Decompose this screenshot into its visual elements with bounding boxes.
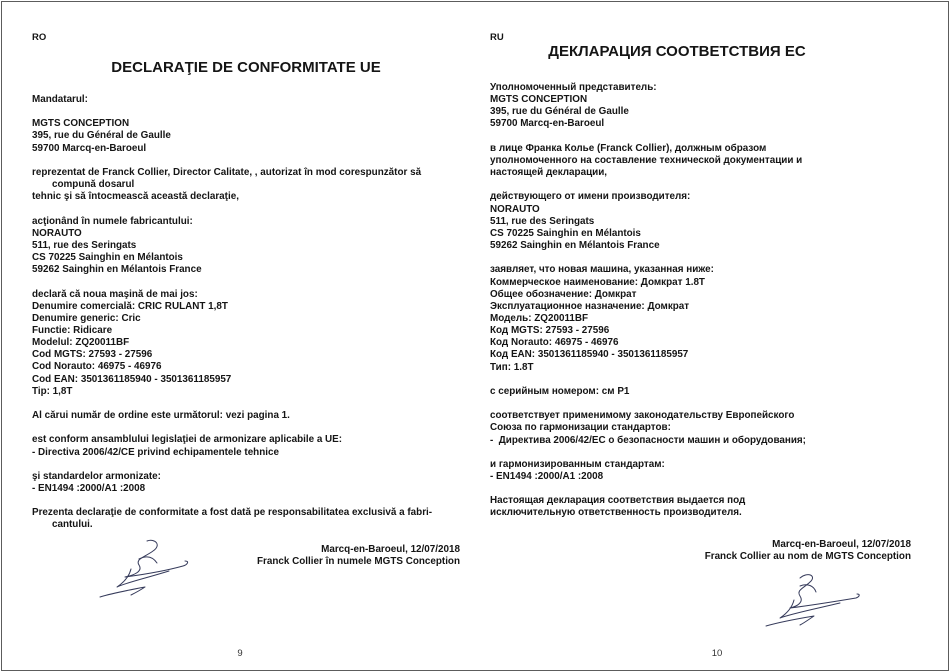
legislation-statement-line: est conform ansamblului legislaţiei de armonizare aplicabile a UE:: [32, 434, 343, 446]
machine-detail-line: Denumire comercială: CRIC RULANT 1,8T: [32, 300, 228, 312]
representative-address-line: 395, rue du Général de Gaulle: [490, 106, 629, 118]
manufacturer-address-line: 59262 Sainghin en Mélantois France: [490, 240, 660, 252]
signoff-block: [257, 544, 460, 568]
machine-block: [32, 289, 460, 398]
language-code: RU: [490, 32, 504, 43]
machine-block: [490, 264, 911, 373]
standards-block: [32, 471, 460, 495]
manufacturer-name: NORAUTO: [490, 203, 540, 215]
representative-address-line: 59700 Marcq-en-Baroeul: [32, 142, 147, 154]
machine-detail-line: Код Norauto: 46975 - 46976: [490, 337, 619, 349]
manufacturer-label: действующего от имени производителя:: [490, 191, 691, 203]
machine-intro: заявляет, что новая машина, указанная ниже:: [490, 264, 714, 276]
standard-item: - EN1494 :2000/A1 :2008: [490, 471, 604, 482]
authorization-line: в лице Франка Колье (Franck Collier), должным образом: [490, 142, 767, 154]
signature: [95, 535, 195, 601]
page-ru: [475, 0, 950, 672]
declaration-body: [32, 94, 460, 532]
declaration-body: [490, 82, 911, 520]
language-code: RO: [32, 32, 47, 43]
signature: [760, 568, 864, 630]
signoff-block: [705, 539, 911, 563]
responsibility-block: [32, 507, 460, 531]
machine-detail-line: Модель: ZQ20011BF: [490, 312, 589, 324]
responsibility-statement-line: cantului.: [52, 519, 93, 531]
machine-detail-line: Эксплуатационное назначение: Домкрат: [490, 300, 690, 312]
manufacturer-block: [490, 191, 911, 252]
machine-detail-line: Cod Norauto: 46975 - 46976: [32, 361, 162, 373]
legislation-statement-line: соответствует применимому законодательству Европейского: [490, 410, 795, 422]
directive-item: - Директива 2006/42/EC о безопасности машин и оборудования;: [490, 434, 806, 446]
machine-detail-line: Тип: 1.8T: [490, 361, 534, 373]
page-number: 9: [237, 648, 243, 659]
authorization-line: tehnic şi să întocmească această declaraţie,: [32, 191, 239, 203]
machine-detail-line: Modelul: ZQ20011BF: [32, 337, 130, 349]
manufacturer-address-line: CS 70225 Sainghin en Mélantois: [32, 252, 183, 264]
responsibility-statement-line: Настоящая декларация соответствия выдается под: [490, 495, 746, 507]
representative-label: Уполномоченный представитель:: [490, 82, 657, 93]
standards-intro: şi standardelor armonizate:: [32, 470, 161, 482]
legislation-statement-line: Союза по гармонизации стандартов:: [490, 422, 671, 434]
representative-label: Mandatarul:: [32, 94, 88, 105]
representative-block: [32, 118, 460, 154]
serial-number-statement: с серийным номером: см Р1: [490, 385, 630, 397]
standards-block: [490, 459, 911, 483]
manufacturer-address-line: 511, rue des Seringats: [490, 215, 595, 227]
serial-number-statement: Al cărui număr de ordine este următorul: vezi pagina 1.: [32, 410, 290, 422]
manufacturer-block: [32, 216, 460, 277]
responsibility-block: [490, 495, 911, 519]
authorization-line: настоящей декларации,: [490, 167, 608, 179]
signatory-name: Franck Collier au nom de MGTS Conception: [704, 551, 911, 563]
machine-detail-line: Denumire generic: Cric: [32, 312, 141, 324]
serial-block: [490, 386, 911, 398]
manufacturer-address-line: CS 70225 Sainghin en Mélantois: [490, 227, 641, 239]
authorization-statement: [490, 143, 911, 179]
machine-detail-line: Код EAN: 3501361185940 - 3501361185957: [490, 349, 689, 361]
serial-block: [32, 410, 460, 422]
representative-label-group: [32, 94, 460, 106]
directive-item: - Directiva 2006/42/CE privind echipamentele tehnice: [32, 446, 279, 458]
representative-company-name: MGTS CONCEPTION: [490, 94, 588, 106]
machine-detail-line: Functie: Ridicare: [32, 324, 113, 336]
page-number: 10: [711, 648, 723, 659]
declaration-title: ДЕКЛАРАЦИЯ СООТВЕТСТВИЯ ЕС: [548, 43, 806, 60]
authorization-line: уполномоченного на составление технической документации и: [490, 154, 803, 166]
machine-detail-line: Cod EAN: 3501361185940 - 3501361185957: [32, 373, 232, 385]
responsibility-statement-line: Prezenta declaraţie de conformitate a fost dată pe responsabilitatea exclusivă a fabri-: [32, 507, 433, 519]
machine-detail-line: Tip: 1,8T: [32, 385, 73, 397]
standards-intro: и гармонизированным стандартам:: [490, 458, 665, 470]
place-and-date: Marcq-en-Baroeul, 12/07/2018: [772, 539, 911, 550]
standard-item: - EN1494 :2000/A1 :2008: [32, 483, 146, 494]
manufacturer-label: acţionând în numele fabricantului:: [32, 215, 193, 227]
machine-detail-line: Общее обозначение: Домкрат: [490, 288, 637, 300]
representative-block: [490, 82, 911, 131]
representative-address-line: 395, rue du Général de Gaulle: [32, 130, 171, 142]
manufacturer-name: NORAUTO: [32, 227, 82, 239]
place-and-date: Marcq-en-Baroeul, 12/07/2018: [321, 544, 460, 555]
legislation-block: [32, 434, 460, 458]
authorization-line: reprezentat de Franck Collier, Director Calitate, , autorizat în mod corespunzător să: [32, 166, 422, 178]
signatory-name: Franck Collier în numele MGTS Conception: [256, 556, 460, 568]
representative-address-line: 59700 Marcq-en-Baroeul: [490, 118, 605, 130]
machine-detail-line: Коммерческое наименование: Домкрат 1.8T: [490, 276, 705, 288]
legislation-block: [490, 410, 911, 446]
representative-company-name: MGTS CONCEPTION: [32, 118, 130, 130]
responsibility-statement-line: исключительную ответственность производителя.: [490, 507, 742, 519]
manufacturer-address-line: 511, rue des Seringats: [32, 239, 137, 251]
machine-intro: declară că noua maşină de mai jos:: [32, 288, 198, 300]
machine-detail-line: Код MGTS: 27593 - 27596: [490, 325, 610, 337]
authorization-line: compună dosarul: [52, 179, 135, 191]
machine-detail-line: Cod MGTS: 27593 - 27596: [32, 349, 153, 361]
authorization-statement: [32, 167, 460, 203]
manufacturer-address-line: 59262 Sainghin en Mélantois France: [32, 264, 202, 276]
declaration-title: DECLARAŢIE DE CONFORMITATE UE: [111, 59, 381, 76]
